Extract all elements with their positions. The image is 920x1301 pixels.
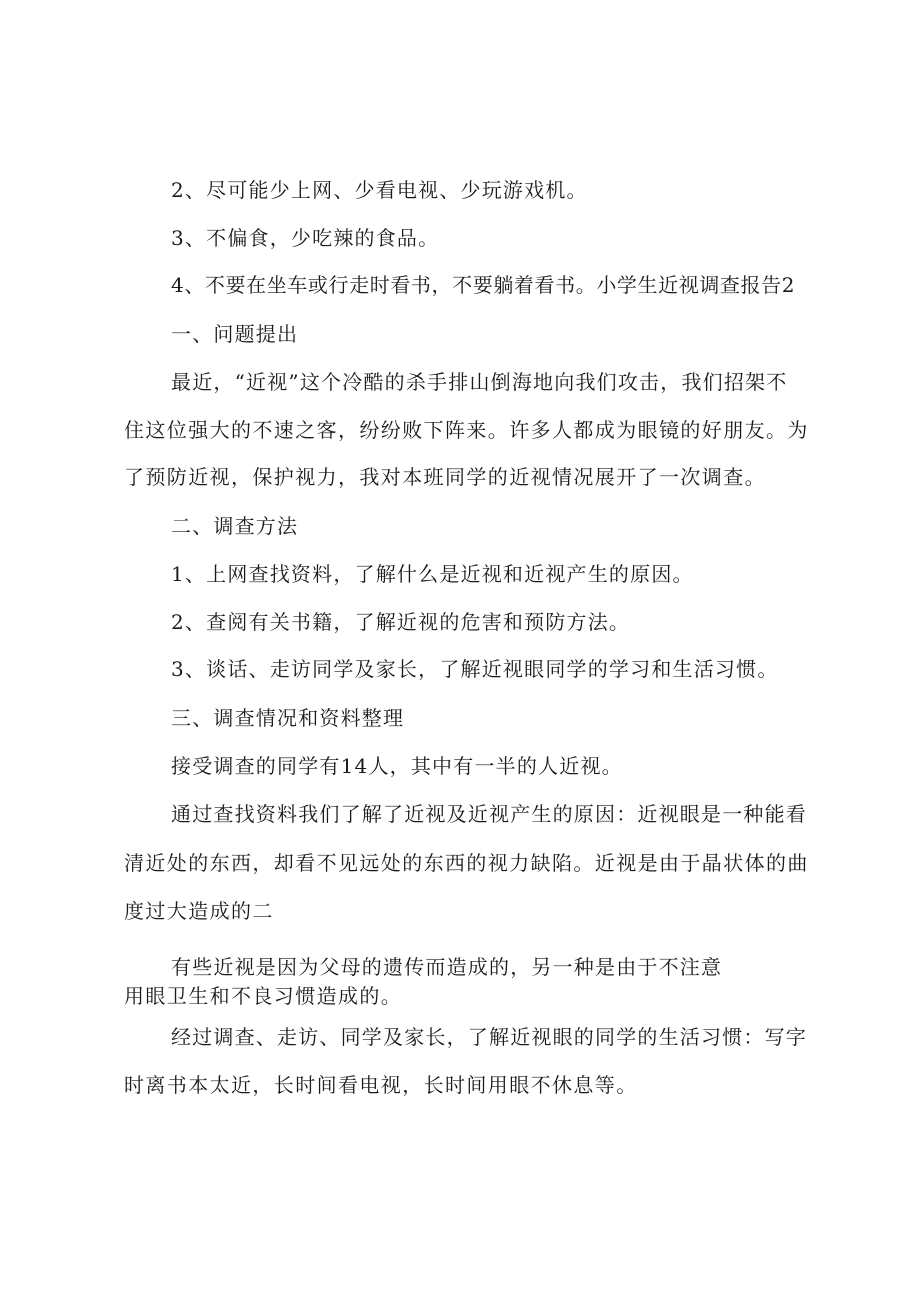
section-heading: 二、调查方法 [171,514,299,538]
text-line: 用眼卫生和不良习惯造成的。 [124,984,403,1008]
text-line: 了预防近视，保护视力，我对本班同学的近视情况展开了一次调查。 [124,465,766,489]
text-line: 最近，“近视”这个冷酷的杀手排山倒海地向我们攻击，我们招架不 [171,370,788,394]
text-line: 2、尽可能少上网、少看电视、少玩游戏机。 [171,178,588,202]
text-line: 时离书本太近，长时间看电视，长时间用眼不休息等。 [124,1073,638,1097]
text-line: 有些近视是因为父母的遗传而造成的，另一种是由于不注意 [171,955,723,979]
text-line: 住这位强大的不速之客，纷纷败下阵来。许多人都成为眼镜的好朋友。为 [124,418,809,442]
text-line: 3、不偏食，少吃辣的食品。 [171,226,440,250]
text-line: 清近处的东西，却看不见远处的东西的视力缺陷。近视是由于晶状体的曲 [124,851,809,875]
text-line: 通过查找资料我们了解了近视及近视产生的原因：近视眼是一种能看 [171,802,807,826]
text-line: 4、不要在坐车或行走时看书，不要躺着看书。小学生近视调查报告2 [171,273,796,297]
section-heading: 一、问题提出 [171,322,299,346]
text-line: 3、谈话、走访同学及家长，了解近视眼同学的学习和生活习惯。 [171,657,779,681]
text-line: 2、查阅有关书籍，了解近视的危害和预防方法。 [171,610,631,634]
text-line: 接受调查的同学有14人，其中有一半的人近视。 [171,754,623,778]
section-heading: 三、调查情况和资料整理 [171,706,405,730]
text-line: 度过大造成的二 [124,899,274,923]
text-line: 经过调查、走访、同学及家长，了解近视眼的同学的生活习惯：写字 [171,1025,807,1049]
text-line: 1、上网查找资料，了解什么是近视和近视产生的原因。 [171,562,694,586]
